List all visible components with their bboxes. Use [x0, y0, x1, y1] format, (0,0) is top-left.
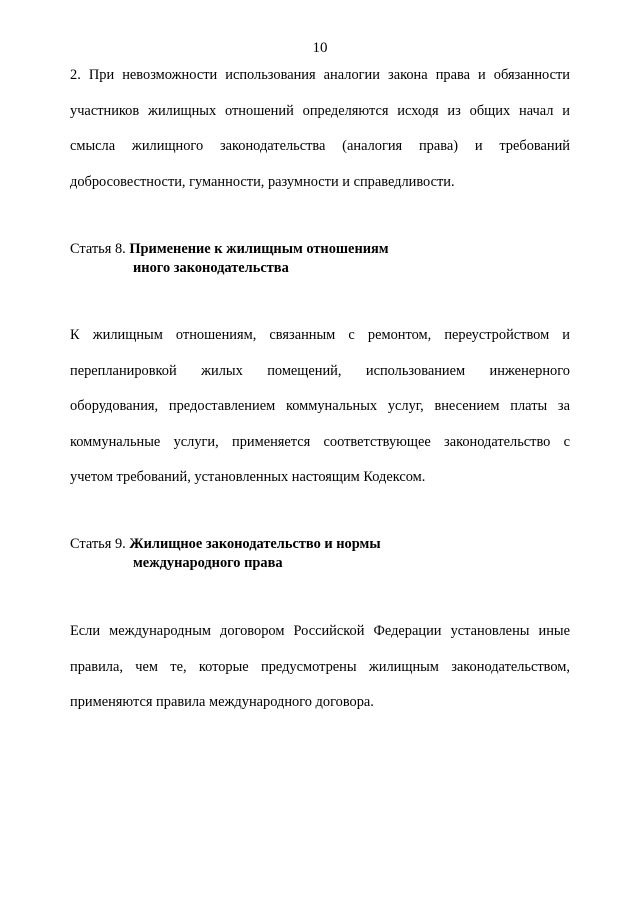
paragraph-line: учетом требований, установленных настоящим Кодексом. — [70, 469, 426, 485]
paragraph-line: участников жилищных отношений определяются исходя из общих начал и — [70, 102, 570, 119]
page-number: 10 — [312, 40, 328, 56]
paragraph-article-9-body — [70, 614, 570, 721]
paragraph-line: оборудования, предоставлением коммунальных услуг, внесением платы за — [70, 398, 570, 414]
paragraph-line: смысла жилищного законодательства (аналогия права) и требований — [70, 138, 570, 154]
article-label: Статья 9. — [70, 536, 126, 552]
paragraph-line: 2. При невозможности использования аналогии закона права и обязанности — [70, 67, 570, 83]
paragraph-line: перепланировкой жилых помещений, использованием инженерного — [70, 362, 570, 379]
paragraph-line: правила, чем те, которые предусмотрены жилищным законодательством, — [70, 658, 570, 675]
paragraph-line: коммунальные услуги, применяется соответствующее законодательство с — [70, 433, 570, 450]
paragraph-line: применяются правила международного договора. — [70, 694, 374, 710]
article-title-continued: международного права — [133, 555, 283, 571]
article-title: Жилищное законодательство и нормы — [129, 536, 381, 552]
paragraph-line: добросовестности, гуманности, разумности и справедливости. — [70, 173, 455, 190]
paragraph-article-8-body — [70, 318, 570, 496]
article-title-continued: иного законодательства — [133, 260, 289, 276]
paragraph-analogy-of-law — [70, 58, 570, 200]
article-title: Применение к жилищным отношениям — [129, 241, 389, 257]
paragraph-line: К жилищным отношениям, связанным с ремонтом, переустройством и — [70, 327, 570, 343]
article-8-heading — [70, 240, 389, 278]
paragraph-line: Если международным договором Российской Федерации установлены иные — [70, 623, 570, 639]
article-label: Статья 8. — [70, 241, 126, 257]
article-9-heading — [70, 535, 381, 573]
